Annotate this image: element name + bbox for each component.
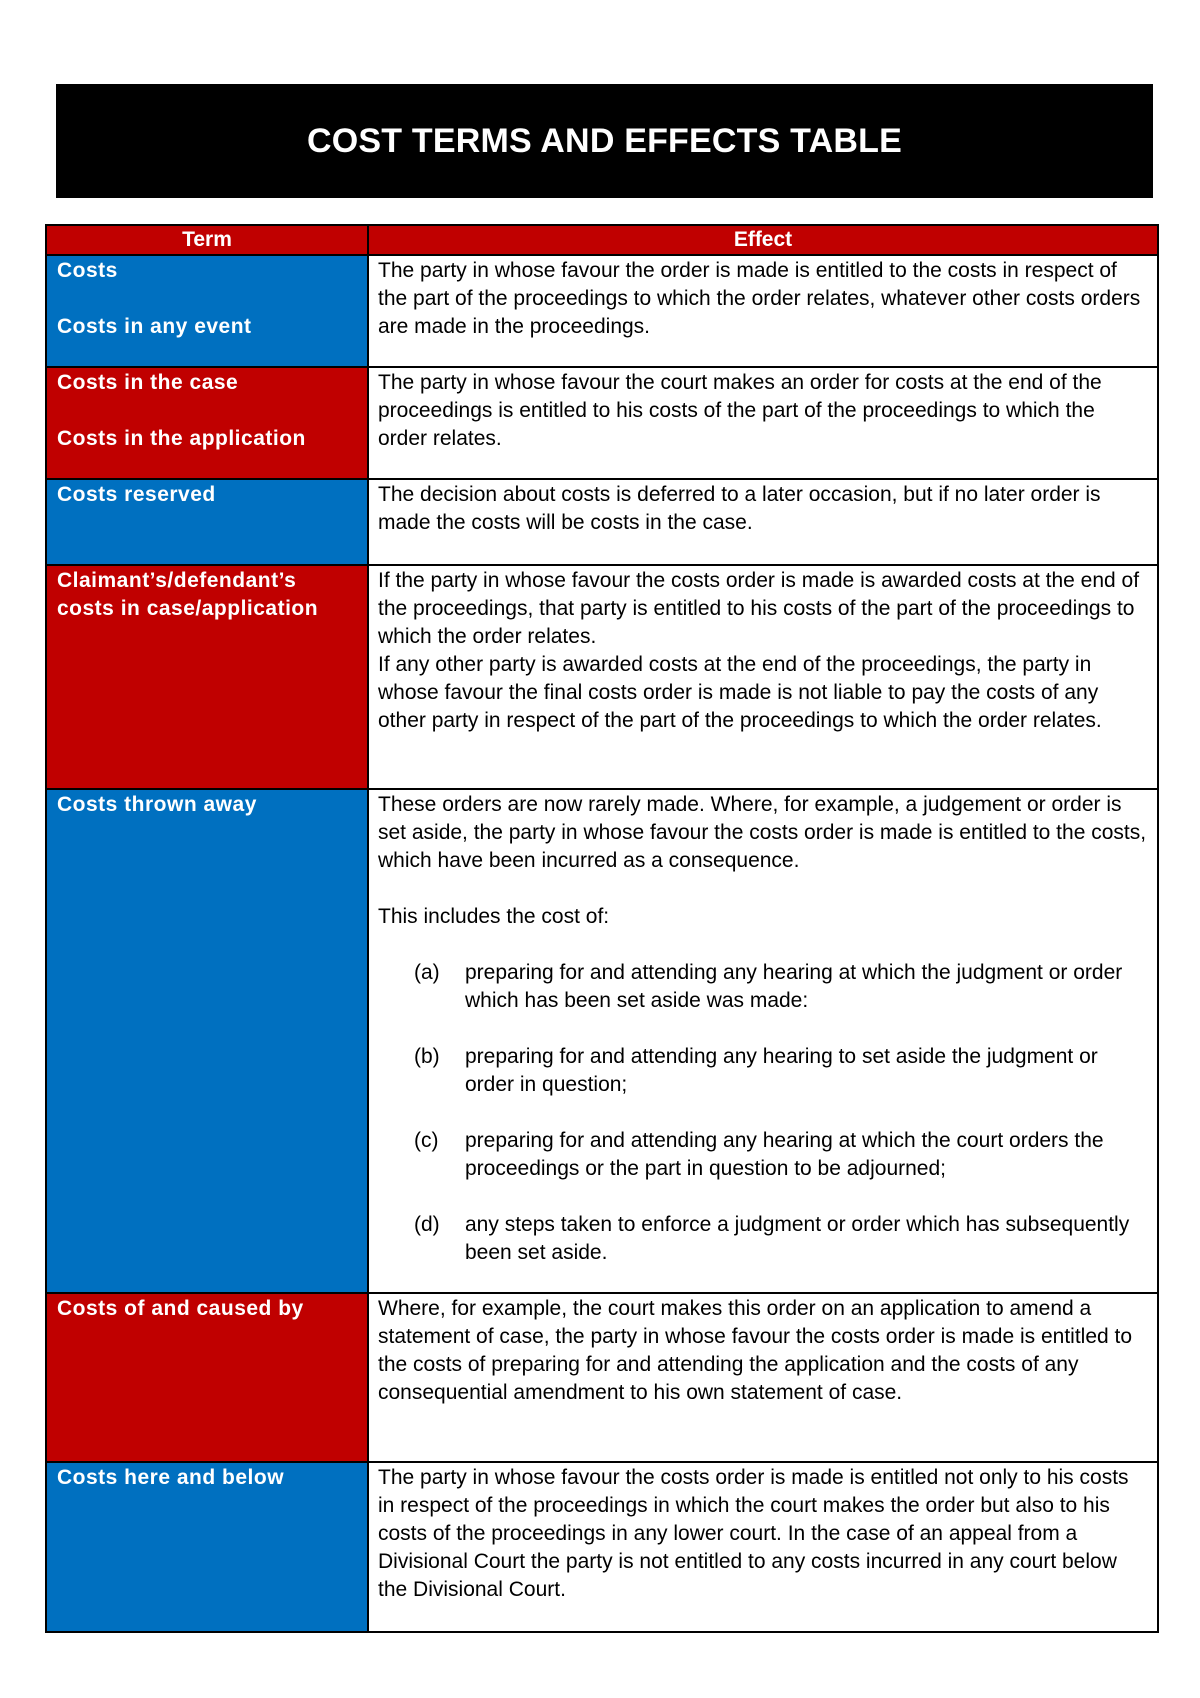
effect-cell	[368, 565, 1158, 789]
list-item	[378, 1043, 1149, 1099]
term-cell	[46, 255, 368, 367]
list-text: preparing for and attending any hearing at which the court orders the proceedings or the part in question to be adjourned;	[465, 1129, 1104, 1180]
cost-terms-table	[45, 224, 1159, 1633]
term-label: Costs of and caused by	[57, 1297, 304, 1320]
effect-text: The decision about costs is deferred to a later occasion, but if no later order is made the costs will be costs in the case.	[378, 483, 1101, 534]
list-item	[378, 1211, 1149, 1267]
effect-cell	[368, 789, 1158, 1293]
table-row	[46, 1462, 1158, 1632]
term-cell	[46, 789, 368, 1293]
column-header-effect: Effect	[368, 225, 1158, 255]
term-cell	[46, 1462, 368, 1632]
term-label: Costs here and below	[57, 1466, 285, 1489]
effect-text: If the party in whose favour the costs order is made is awarded costs at the end of the proceedings, that party is entitled to his costs of the part of the proceedings to which the order relates.	[378, 569, 1140, 648]
list-text: preparing for and attending any hearing at which the judgment or order which has been set aside was made:	[465, 961, 1123, 1012]
effect-text: This includes the cost of:	[378, 905, 610, 928]
table-header-row	[46, 225, 1158, 255]
effect-text: These orders are now rarely made. Where, for example, a judgement or order is set aside, the party in whose favour the costs order is made is entitled to the costs, which have been incurred as a consequence.	[378, 793, 1147, 872]
effect-text: If any other party is awarded costs at the end of the proceedings, the party in whose favour the final costs order is made is not liable to pay the costs of any other party in respect of the part of the proceedings to which the order relates.	[378, 653, 1102, 732]
term-label: Costs in the case	[57, 371, 239, 394]
table-row	[46, 565, 1158, 789]
effect-cell	[368, 255, 1158, 367]
term-label: Claimant’s/defendant’s costs in case/application	[57, 569, 319, 620]
list-text: preparing for and attending any hearing to set aside the judgment or order in question;	[465, 1045, 1098, 1096]
term-label: Costs thrown away	[57, 793, 257, 816]
term-label: Costs in the application	[57, 427, 306, 450]
effect-text: Where, for example, the court makes this order on an application to amend a statement of case, the party in whose favour the costs order is made is entitled to the costs of preparing for and attending the application and the costs of any consequential amendment to his own statement of case.	[378, 1297, 1133, 1404]
term-label: Costs in any event	[57, 315, 252, 338]
effect-text: The party in whose favour the court makes an order for costs at the end of the proceedings is entitled to his costs of the part of the proceedings to which the order relates.	[378, 371, 1102, 450]
effect-cell	[368, 1462, 1158, 1632]
term-label: Costs reserved	[57, 483, 216, 506]
term-label: Costs	[57, 259, 118, 282]
term-cell	[46, 565, 368, 789]
effect-text: The party in whose favour the costs order is made is entitled not only to his costs in respect of the proceedings in which the court makes the order but also to his costs of the proceedings in any lower court. In the case of an appeal from a Divisional Court the party is not entitled to any costs incurred in any court below the Divisional Court.	[378, 1466, 1129, 1601]
term-cell	[46, 1293, 368, 1462]
table-row	[46, 479, 1158, 565]
list-item	[378, 959, 1149, 1015]
page-title: COST TERMS AND EFFECTS TABLE	[56, 84, 1153, 198]
table-row	[46, 1293, 1158, 1462]
list-marker: (b)	[414, 1045, 440, 1068]
table-row	[46, 255, 1158, 367]
list-item	[378, 1127, 1149, 1183]
list-marker: (c)	[414, 1129, 439, 1152]
column-header-term: Term	[46, 225, 368, 255]
effect-cell	[368, 1293, 1158, 1462]
table-row	[46, 367, 1158, 479]
effect-cell	[368, 479, 1158, 565]
list-text: any steps taken to enforce a judgment or order which has subsequently been set aside.	[465, 1213, 1130, 1264]
term-cell	[46, 367, 368, 479]
list-marker: (a)	[414, 961, 440, 984]
term-cell	[46, 479, 368, 565]
list-marker: (d)	[414, 1213, 440, 1236]
effect-cell	[368, 367, 1158, 479]
table-row	[46, 789, 1158, 1293]
effect-text: The party in whose favour the order is made is entitled to the costs in respect of the part of the proceedings to which the order relates, whatever other costs orders are made in the proceedings.	[378, 259, 1141, 338]
